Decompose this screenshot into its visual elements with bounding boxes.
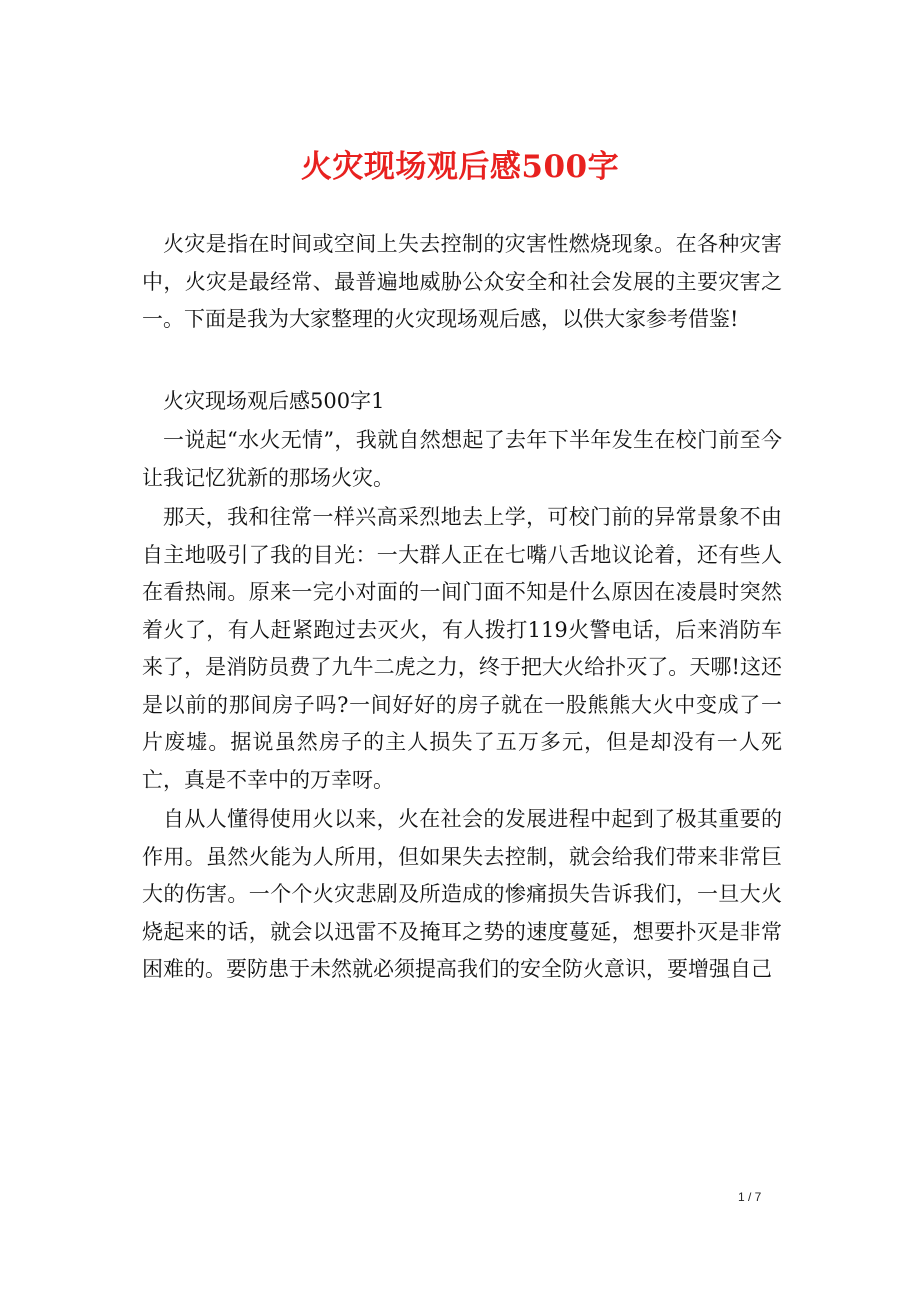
body-paragraph: 一说起“水火无情”，我就自然想起了去年下半年发生在校门前至今让我记忆犹新的那场火灾。 [142,428,782,490]
document-title: 火灾现场观后感500字 [300,149,620,185]
intro-paragraph: 火灾是指在时间或空间上失去控制的灾害性燃烧现象。在各种灾害中，火灾是最经常、最普遍地威胁公众安全和社会发展的主要灾害之一。下面是我为大家整理的火灾现场观后感，以供大家参考借鉴! [142,232,782,331]
page-number: 1 / 7 [738,1190,762,1204]
body-paragraph: 那天，我和往常一样兴高采烈地去上学，可校门前的异常景象不由自主地吸引了我的目光：一大群人正在七嘴八舌地议论着，还有些人在看热闹。原来一完小对面的一间门面不知是什么原因在凌晨时突然着火了，有人赶紧跑过去灭火，有人拨打119火警电话，后来消防车来了，是消防员费了九牛二虎之力，终于把大火给扑灭了。天哪!这还是以前的那间房子吗?一间好好的房子就在一股熊熊大火中变成了一片废墟。据说虽然房子的主人损失了五万多元，但是却没有一人死亡，真是不幸中的万幸呀。 [142,505,782,792]
section-heading: 火灾现场观后感500字1 [163,388,385,413]
body-paragraph: 自从人懂得使用火以来，火在社会的发展进程中起到了极其重要的作用。虽然火能为人所用，但如果失去控制，就会给我们带来非常巨大的伤害。一个个火灾悲剧及所造成的惨痛损失告诉我们，一旦大火烧起来的话，就会以迅雷不及掩耳之势的速度蔓延，想要扑灭是非常困难的。要防患于未然就必须提高我们的安全防火意识，要增强自己 [142,807,782,981]
document-body [142,226,782,991]
